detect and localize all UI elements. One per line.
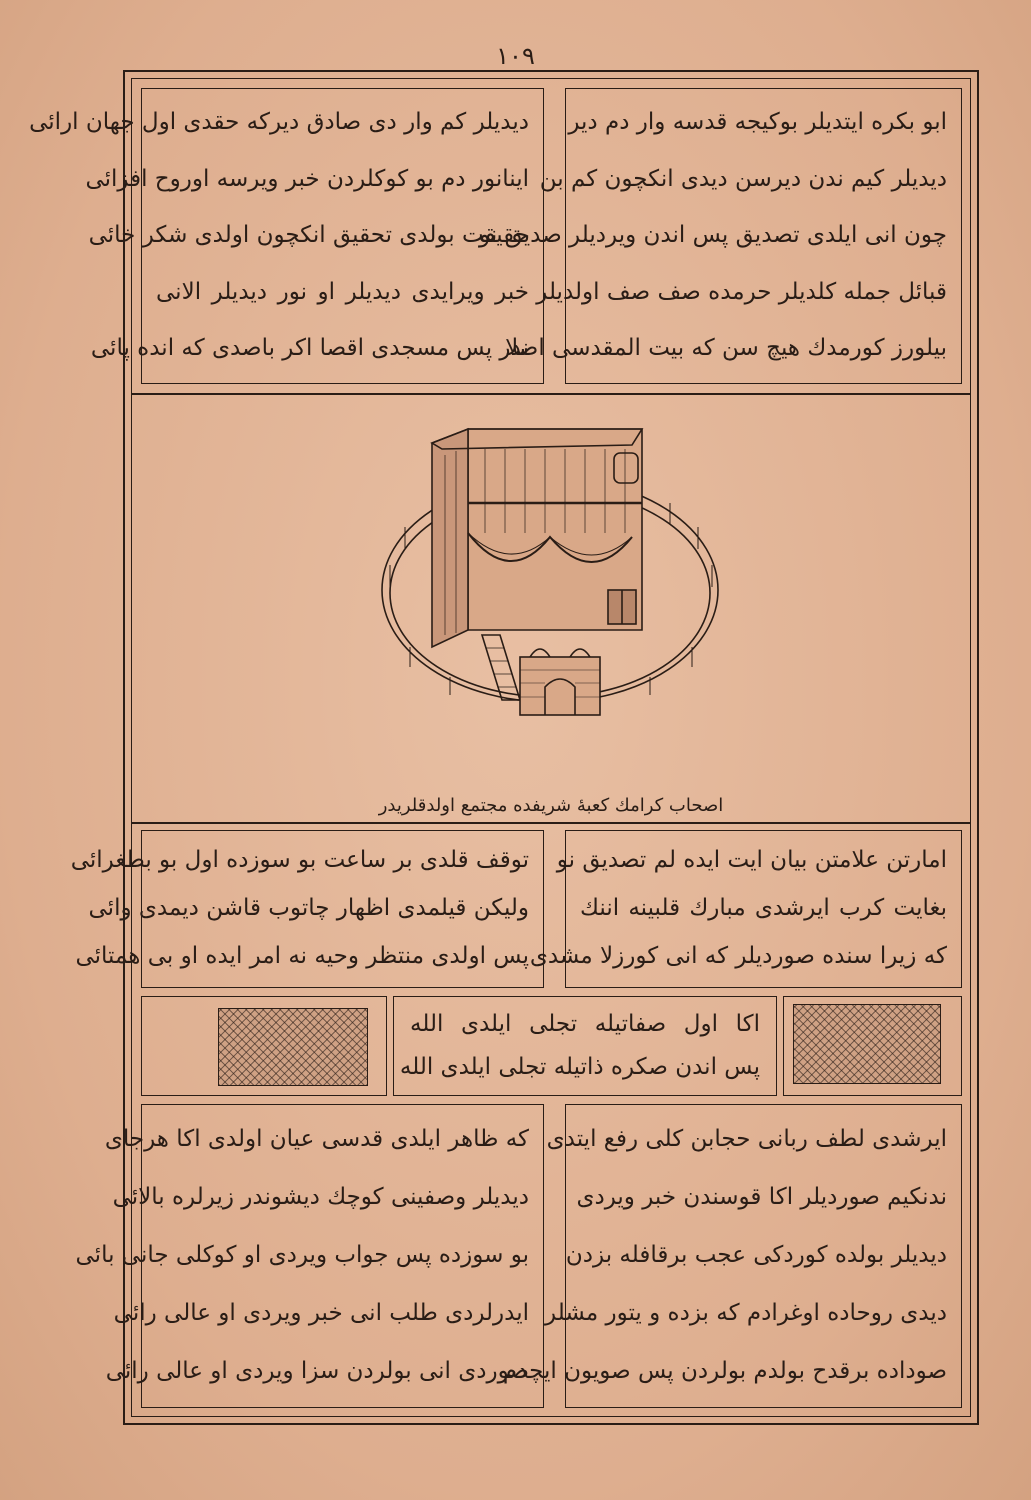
text-line: بغایت کرب ایرشدی مبارك قلبینه اننك: [580, 895, 947, 922]
text-panel-middle-right: [529, 830, 962, 988]
illustration-caption: اصحاب کرامك کعبۀ شریفده مجتمع اولدقلریدر: [378, 795, 724, 816]
text-line: چون انی ایلدی تصدیق پس اندن ویردیلر صدیق نو: [478, 222, 947, 249]
text-line: بیلورز کورمدك هیچ سن که بیت المقدسی اصلا: [505, 334, 947, 361]
text-line: دیدیلر کم وار دی صادق دیرکه حقدی اول جهان ارائی: [29, 109, 529, 136]
text-line: ابو بکره ایتدیلر بوکیجه قدسه وار دم دیر: [568, 109, 947, 136]
section-divider: [131, 822, 971, 824]
text-line: دیدیلر کیم ندن دیرسن دیدی انکچون کم بن: [539, 165, 947, 192]
text-line: که زیرا سنده صوردیلر که انی کورزلا مشدی: [529, 943, 947, 970]
text-line: دیدیلر وصفینی کوچك دیشوندر زیرلره بالائی: [112, 1184, 529, 1211]
text-line: ولیکن قیلمدی اظهار چاتوب قاشن دیمدی وائی: [88, 895, 529, 922]
text-panel-top-right: [478, 88, 962, 384]
text-line: بو سوزده پس جواب ویردی او کوکلی جانی بائی: [75, 1242, 529, 1269]
page-number: ١٠٩: [496, 42, 535, 70]
banner-panel: [393, 996, 777, 1096]
text-line: ندر پس مسجدی اقصا اکر باصدی که انده پائی: [90, 334, 529, 361]
text-line: توقف قلدی بر ساعت بو سوزده اول بو بطغرائی: [70, 847, 529, 874]
section-divider: [131, 393, 971, 395]
text-line: اکا اول صفاتیله تجلی ایلدی الله: [410, 1010, 760, 1037]
text-line: امارتن علامتن بیان ایت ایده لم تصدیق نو: [556, 847, 947, 874]
text-line: صوداده برقدح بولدم بولردن پس صویون ایچدم: [502, 1358, 947, 1385]
text-panel-top-left: [29, 88, 544, 384]
text-line: پس اولدی منتظر وحیه نه امر ایده او بی همتائی: [75, 943, 529, 970]
text-line: که ظاهر ایلدی قدسی عیان اولدی اکا هرجای: [104, 1126, 529, 1153]
text-line: ایرشدی لطف ربانی حجابن کلی رفع ایتدی: [546, 1126, 947, 1153]
ornament-pattern-left: [218, 1008, 368, 1086]
text-panel-middle-left: [70, 830, 544, 988]
text-line: دیدیلر بولده کوردکی عجب برقافله بزدن: [565, 1242, 947, 1269]
text-line: ندنکیم صوردیلر اکا قوسندن خبر ویردی: [576, 1184, 947, 1211]
text-line: دیدی روحاده اوغرادم که بزده و یتور مشلر: [545, 1300, 947, 1327]
text-panel-bottom-right: [502, 1104, 962, 1408]
text-line: قبائل جمله کلدیلر حرمده صف صف اولدیلر: [536, 278, 947, 305]
text-line: صوردی انی بولردن سزا ویردی او عالی رائی: [105, 1358, 529, 1385]
text-line: حقیقت بولدی تحقیق انکچون اولدی شکر خائی: [88, 222, 529, 249]
ornament-pattern-right: [793, 1004, 941, 1084]
text-line: ایدرلردی طلب انی خبر ویردی او عالی رائی: [113, 1300, 529, 1327]
kaaba-illustration: [370, 415, 730, 725]
text-line: پس اندن صکره ذاتیله تجلی ایلدی الله: [399, 1053, 760, 1080]
text-panel-bottom-left: [75, 1104, 544, 1408]
text-line: اینانور دم بو کوکلردن خبر ویرسه اوروح افزائی: [85, 165, 529, 192]
text-line: خبر ویرایدی دیدیلر او نور دیدیلر الانی: [156, 278, 529, 305]
